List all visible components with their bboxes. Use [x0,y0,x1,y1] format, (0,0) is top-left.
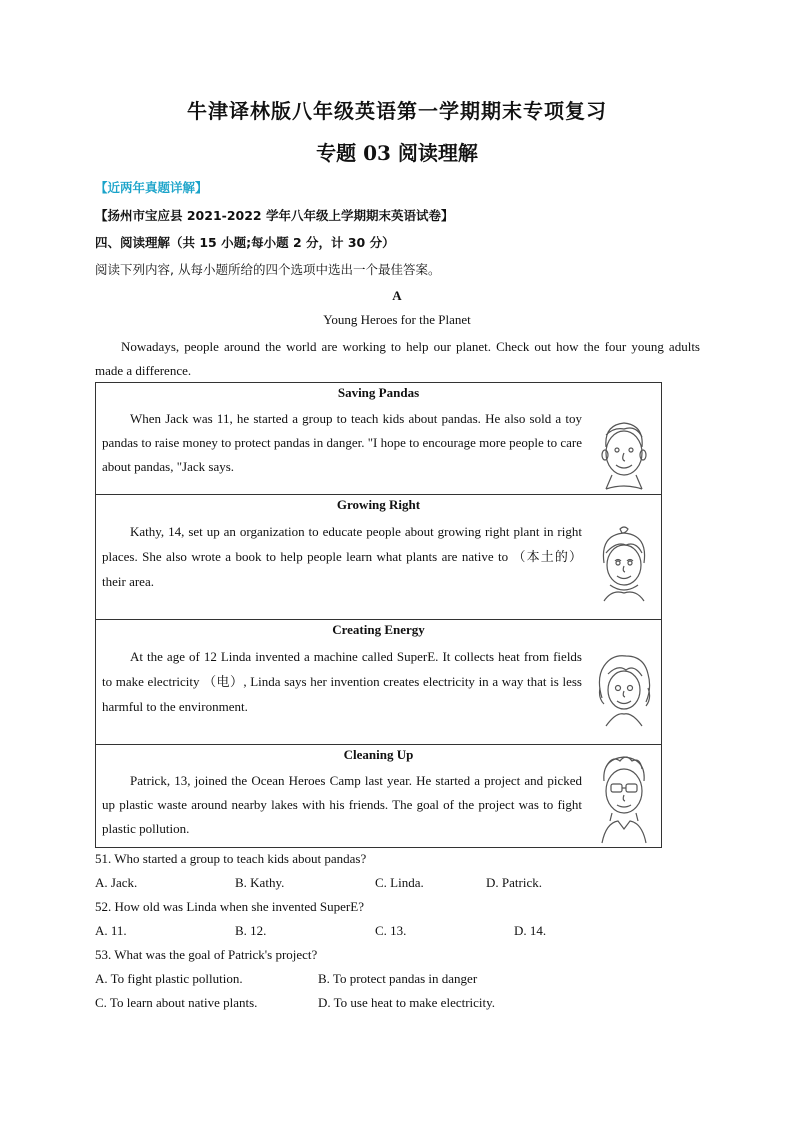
q51-option-a[interactable]: A. Jack. [95,875,138,890]
q51-option-b[interactable]: B. Kathy. [235,875,285,890]
hero-card-patrick [96,744,661,847]
boy-portrait-icon [592,413,656,493]
section-tag: 【近两年真题详解】 [95,180,208,195]
passage-intro: Nowadays, people around the world are working to help our planet. Check out how the four young adults made a difference. [95,339,700,378]
card-heading: Growing Right [336,497,421,512]
q51-option-c[interactable]: C. Linda. [375,875,424,890]
q52-option-d[interactable]: D. 14. [514,923,547,938]
card-text: When Jack was 11, he started a group to teach kids about pandas. He also sold a toy pandas to raise money to protect pandas in danger. "I hope to encourage more people to care about pandas, "Jack says. [102,411,582,474]
boy-glasses-portrait-icon [592,751,656,845]
girl-portrait-icon [592,523,656,603]
q53-option-c[interactable]: C. To learn about native plants. [95,995,258,1010]
q53-option-a[interactable]: A. To fight plastic pollution. [95,971,243,986]
page-subtitle: 专题 03 阅读理解 [316,141,478,165]
q53-option-b[interactable]: B. To protect pandas in danger [318,971,478,986]
q52-option-a[interactable]: A. 11. [95,923,127,938]
card-heading: Creating Energy [332,622,425,637]
card-text: At the age of 12 Linda invented a machine called SuperE. It collects heat from fields to make electricity （电）, Linda says her invention creates electricity in a way that is less harmful to the environment. [102,649,582,714]
passage-title: Young Heroes for the Planet [323,312,471,327]
card-heading: Saving Pandas [337,385,420,400]
hero-card-jack [96,383,661,494]
card-text: Kathy, 14, set up an organization to educate people about growing right plant in right places. She also wrote a book to help people learn what plants are native to （本土的）their area. [102,524,582,589]
question-52: 52. How old was Linda when she invented SuperE? [95,899,364,914]
q52-option-c[interactable]: C. 13. [375,923,407,938]
girl-curly-portrait-icon [592,648,656,728]
hero-card-kathy [96,494,661,619]
hero-card-linda [96,619,661,744]
instruction-text: 阅读下列内容, 从每小题所给的四个选项中选出一个最佳答案。 [95,262,441,277]
passage-letter: A [392,288,402,303]
card-heading: Cleaning Up [343,747,414,762]
question-51: 51. Who started a group to teach kids about pandas? [95,851,367,866]
section-heading: 四、阅读理解（共 15 小题;每小题 2 分，计 30 分） [95,235,395,250]
q52-option-b[interactable]: B. 12. [235,923,267,938]
question-53: 53. What was the goal of Patrick's project? [95,947,318,962]
card-text: Patrick, 13, joined the Ocean Heroes Camp last year. He started a project and picked up plastic waste around nearby lakes with his friends. The goal of the project was to fight plastic pollution. [102,773,582,836]
heroes-table [95,382,662,848]
q51-option-d[interactable]: D. Patrick. [486,875,542,890]
page-title: 牛津译林版八年级英语第一学期期末专项复习 [187,99,607,123]
exam-source: 【扬州市宝应县 2021-2022 学年八年级上学期期末英语试卷】 [95,208,454,223]
q53-option-d[interactable]: D. To use heat to make electricity. [318,995,496,1010]
